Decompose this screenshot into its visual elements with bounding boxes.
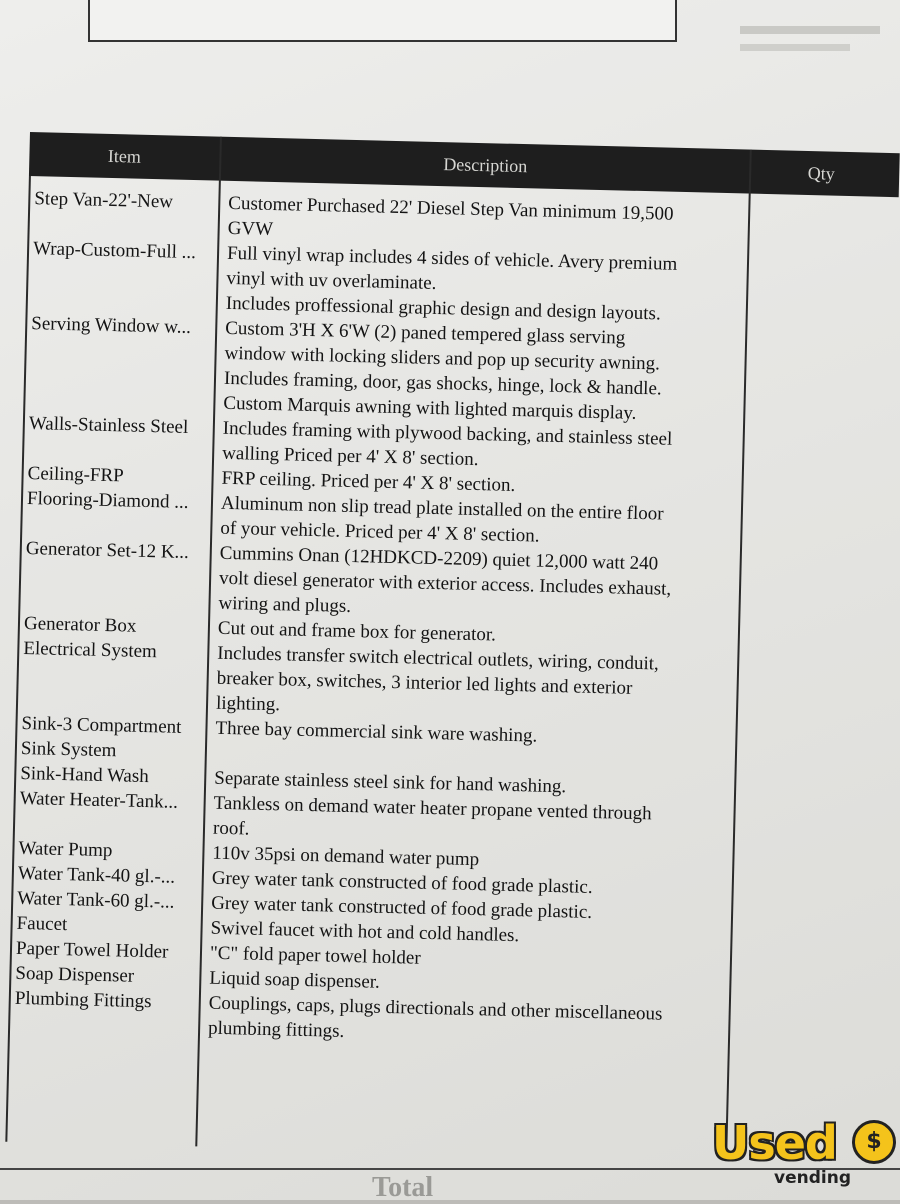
row-item: Walls-Stainless Steel [28, 413, 189, 438]
row-description: Grey water tank constructed of food grade plastic. [210, 892, 593, 923]
row-description: Aluminum non slip tread plate installed on the entire floor of your vehicle. Priced per 4' X 8' section. [220, 492, 664, 547]
row-description: Three bay commercial sink ware washing. [215, 717, 538, 747]
row-description: Cummins Onan (12HDKCD-2209) quiet 12,000 watt 240 volt diesel generator with exterior access. Includes exhaust, wiring and plugs. [218, 542, 672, 617]
row-description: Couplings, caps, plugs directionals and other miscellaneous plumbing fittings. [207, 992, 663, 1042]
row-item: Soap Dispenser [15, 962, 135, 987]
logo-subtext: vending [774, 1168, 851, 1188]
row-description: Separate stainless steel sink for hand washing. [214, 767, 567, 798]
row-description: Liquid soap dispenser. [209, 967, 381, 993]
row-item: Sink System [20, 737, 117, 762]
logo-brand-text: Used [712, 1116, 837, 1170]
row-description: FRP ceiling. Priced per 4' X 8' section. [221, 467, 516, 496]
table-body [8, 186, 749, 1053]
row-item: Water Heater-Tank... [19, 787, 179, 813]
row-item: Electrical System [23, 637, 158, 663]
row-item: Sink-3 Compartment [21, 712, 182, 738]
row-item: Sink-Hand Wash [20, 762, 150, 788]
table-header [29, 132, 900, 197]
row-item: Serving Window w... [31, 313, 192, 338]
row-item: Water Tank-60 gl.-... [17, 887, 175, 913]
row-item: Generator Set-12 K... [25, 538, 190, 564]
coin-icon: $ [852, 1120, 896, 1164]
used-vending-logo [712, 1112, 900, 1196]
row-description: Grey water tank constructed of food grade plastic. [211, 867, 593, 898]
row-item: Water Tank-40 gl.-... [17, 862, 176, 888]
row-description: Tankless on demand water heater propane vented through roof. [212, 792, 652, 840]
table-row [23, 311, 745, 429]
header-qty: Qty [807, 163, 835, 184]
header-item: Item [107, 145, 142, 167]
row-description: 110v 35psi on demand water pump [212, 842, 480, 871]
row-item: Faucet [16, 912, 68, 936]
row-description: Includes transfer switch electrical outlets, wiring, conduit, breaker box, switches, 3 interior led lights and exterior lighting. [215, 642, 660, 716]
row-description: Swivel faucet with hot and cold handles. [210, 917, 520, 947]
row-description: Customer Purchased 22' Diesel Step Van minimum 19,500 GVW [227, 192, 674, 240]
row-description: Includes framing with plywood backing, and stainless steel walling Priced per 4' X 8' section. [221, 417, 673, 471]
invoice-table [5, 132, 900, 1183]
row-item: Paper Towel Holder [15, 937, 169, 963]
header-description: Description [443, 154, 528, 177]
row-item: Step Van-22'-New [34, 188, 174, 213]
row-item: Wrap-Custom-Full ... [32, 238, 197, 264]
row-item: Water Pump [18, 837, 113, 862]
row-description: "C" fold paper towel holder [209, 942, 421, 969]
row-description: Custom 3'H X 6'W (2) paned tempered glass serving window with locking sliders and pop up security awning. Includes framing, door, gas shocks, hinge, lock & handle. Custom Marquis awning with lighted marquis display. [223, 317, 662, 424]
faded-text-block [740, 26, 880, 34]
total-label: Total [372, 1172, 434, 1203]
row-description: Full vinyl wrap includes 4 sides of vehicle. Avery premium vinyl with uv overlaminate. Includes proffessional graphic design and design layouts. [225, 242, 678, 325]
row-item: Ceiling-FRP [27, 463, 124, 487]
faded-text-block [740, 44, 850, 51]
row-item: Generator Box [23, 613, 137, 637]
row-description: Cut out and frame box for generator. [217, 617, 497, 646]
top-address-box [88, 0, 677, 42]
row-item: Plumbing Fittings [14, 987, 152, 1013]
row-item: Flooring-Diamond ... [26, 488, 189, 513]
